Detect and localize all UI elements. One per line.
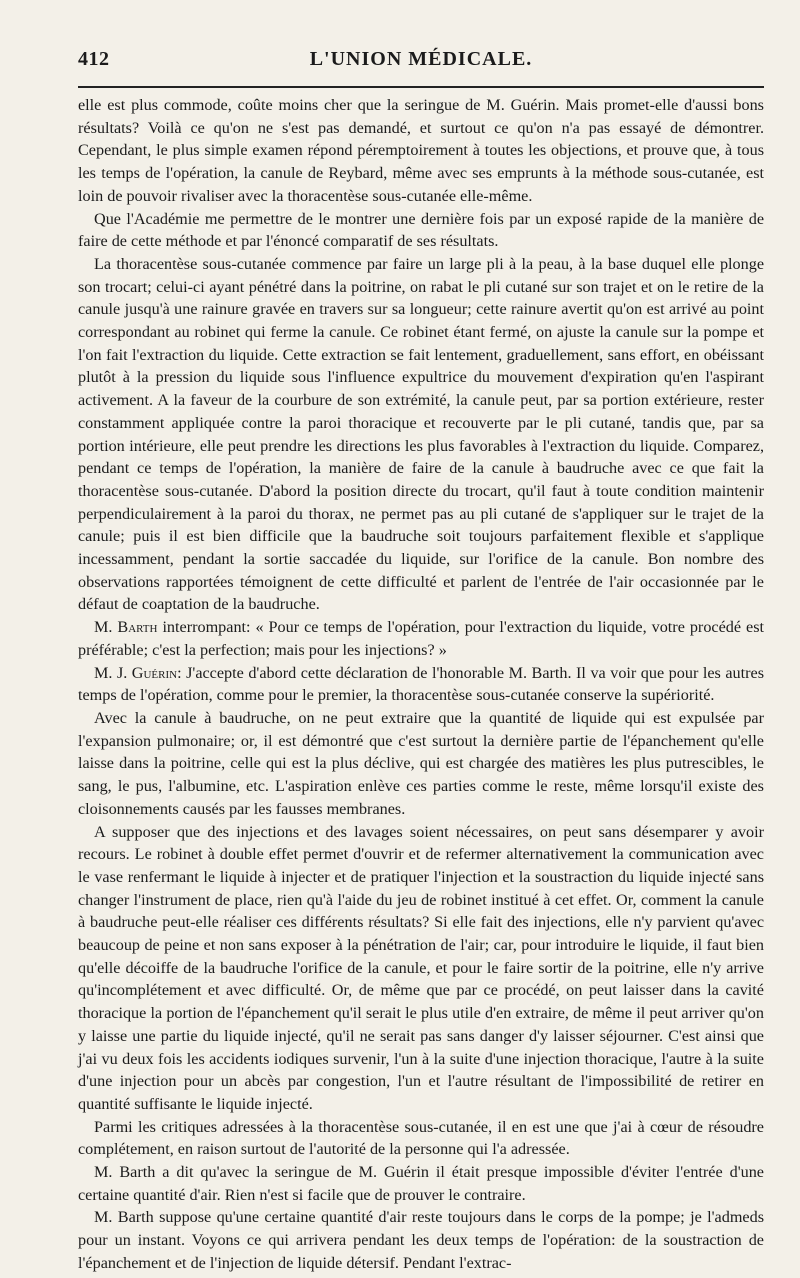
paragraph-text: elle est plus commode, coûte moins cher que la seringue de M. Guérin. Mais promet-elle d'aussi bons résultats? Voilà ce qu'on ne s'est pas demandé, et surtout ce qu'on n'a pas essayé de démontrer. Cependant, le plus simple examen répond péremptoirement à toutes les objections, et prouve que, à tous les temps de l'opération, la canule de Reybard, même avec ses emprunts à la méthode sous-cutanée, est loin de pouvoir rivaliser avec la thoracentèse sous-cutanée elle-même.: [78, 96, 764, 205]
paragraph-text: Parmi les critiques adressées à la thoracentèse sous-cutanée, il en est une que j'ai à cœur de résoudre complétement, en raison surtout de l'autorité de la personne qui l'a adressée.: [78, 1117, 764, 1159]
paragraph: [78, 1116, 764, 1161]
paragraph: [78, 821, 764, 1116]
paragraph: [78, 1206, 764, 1274]
paragraph-text: Que l'Académie me permettre de le montrer une dernière fois par un exposé rapide de la manière de faire de cette méthode et par l'énoncé comparatif de ses résultats.: [78, 209, 764, 251]
paragraph: [78, 1161, 764, 1206]
paragraph-text: Avec la canule à baudruche, on ne peut extraire que la quantité de liquide qui est expulsée par l'expansion pulmonaire; or, il est démontré que c'est surtout la dernière partie de l'épanchement qu'elle laisse dans la poitrine, celle qui est la plus déclive, qui est chargée des matières les plus putrescibles, le sang, le pus, l'albumine, etc. L'aspiration enlève ces parties comme le reste, même lorsqu'il existe des cloisonnements causés par les fausses membranes.: [78, 708, 764, 818]
paragraph-text: M. Barth a dit qu'avec la seringue de M. Guérin il était presque impossible d'éviter l'entrée d'une certaine quantité d'air. Rien n'est si facile que de prouver le contraire.: [78, 1163, 764, 1204]
speaker-name: M. J. Guérin:: [94, 663, 182, 682]
page-number: 412: [78, 48, 110, 70]
paragraph-text: A supposer que des injections et des lavages soient nécessaires, on peut sans désemparer y avoir recours. Le robinet à double effet permet d'ouvrir et de refermer alternativement la communication avec le vase renfermant le liquide à injecter et de pratiquer l'injection et la soustraction du liquide injecté sans changer l'instrument de place, rien qu'à l'aide du jeu de robinet institué à cet effet. Or, comment la canule à baudruche peut-elle réaliser ces différents résultats? Si elle fait des injections, elle n'y parvient qu'avec beaucoup de peine et non sans exposer à la pénétration de l'air; car, pour introduire le liquide, il faut bien qu'elle décoiffe de la baudruche l'orifice de la canule, et pour le faire sortir de la poitrine, elle n'y arrive qu'incomplétement et avec difficulté. Or, de même que par ce procédé, on peut laisser dans la cavité thoracique la portion de l'épanchement qu'il serait le plus utile d'en extraire, de même il peut arriver qu'on y laisse une partie du liquide injecté, qu'il ne serait pas sans danger d'y laisser séjourner. C'est ainsi que j'ai vu deux fois les accidents iodiques survenir, l'un à la suite d'une injection thoracique, l'autre à la suite d'une injection pour un abcès par congestion, l'un et l'autre résultant de l'impossibilité de retirer en quantité suffisante le liquide injecté.: [78, 822, 764, 1113]
paragraph: [78, 208, 764, 253]
paragraph: [78, 662, 764, 707]
paragraph-text: J'accepte d'abord cette déclaration de l'honorable M. Barth. Il va voir que pour les autres temps de l'opération, comme pour le premier, la thoracentèse sous-cutanée conserve la supériorité.: [78, 663, 764, 705]
header-rule: [78, 86, 764, 88]
paragraph-text: M. Barth suppose qu'une certaine quantité d'air reste toujours dans le corps de la pompe; je l'admeds pour un instant. Voyons ce qui arrivera pendant les deux temps de l'opération: de la soustraction de l'épanchement et de l'injection de liquide détersif. Pendant l'extrac-: [78, 1208, 764, 1272]
speaker-name: M. Barth: [94, 618, 158, 637]
paragraph: [78, 94, 764, 208]
journal-title: L'UNION MÉDICALE.: [309, 48, 533, 70]
article-body: [78, 94, 764, 1275]
paragraph-text: interrompant: « Pour ce temps de l'opération, pour l'extraction du liquide, votre procédé est préférable; c'est la perfection; mais pour les injections? »: [78, 618, 764, 659]
paragraph: [78, 707, 764, 821]
paragraph: [78, 253, 764, 616]
paragraph-text: La thoracentèse sous-cutanée commence par faire un large pli à la peau, à la base duquel elle plonge son trocart; celui-ci ayant pénétré dans la poitrine, on rabat le pli cutané sur son trajet et on le retire de la canule jusqu'à une rainure gravée en travers sur sa longueur; cette rainure avertit qu'on est arrivé au point correspondant au robinet qui ferme la canule. Ce robinet étant fermé, on ajuste la canule sur la pompe et l'on fait l'extraction du liquide. Cette extraction se fait lentement, graduellement, sans effort, en obéissant plutôt à la pression du liquide sous l'influence expultrice du mouvement d'expiration qu'en l'aspirant activement. A la faveur de la courbure de son extrémité, la canule peut, par sa portion extérieure, rester constamment appliquée contre la paroi thoracique et recouverte par le pli cutané, tandis que, par sa portion intérieure, elle peut prendre les directions les plus favorables à l'extraction du liquide. Comparez, pendant ce temps de l'opération, la manière de faire de la canule à baudruche avec ce que fait la thoracentèse sous-cutanée. D'abord la position directe du trocart, qu'il faut à toute condition maintenir perpendiculairement à la paroi du thorax, ne permet pas au pli cutané de s'appliquer sur le trajet de la canule; puis il est bien difficile que la baudruche soit toujours parfaitement flexible et s'applique incessamment, pendant la sortie saccadée du liquide, sur l'orifice de la canule. Bon nombre des observations rapportées témoignent de cette difficulté et parlent de l'entrée de l'air occasionnée par le défaut de coaptation de la baudruche.: [78, 254, 764, 614]
paragraph: [78, 616, 764, 661]
running-header: [78, 48, 764, 82]
